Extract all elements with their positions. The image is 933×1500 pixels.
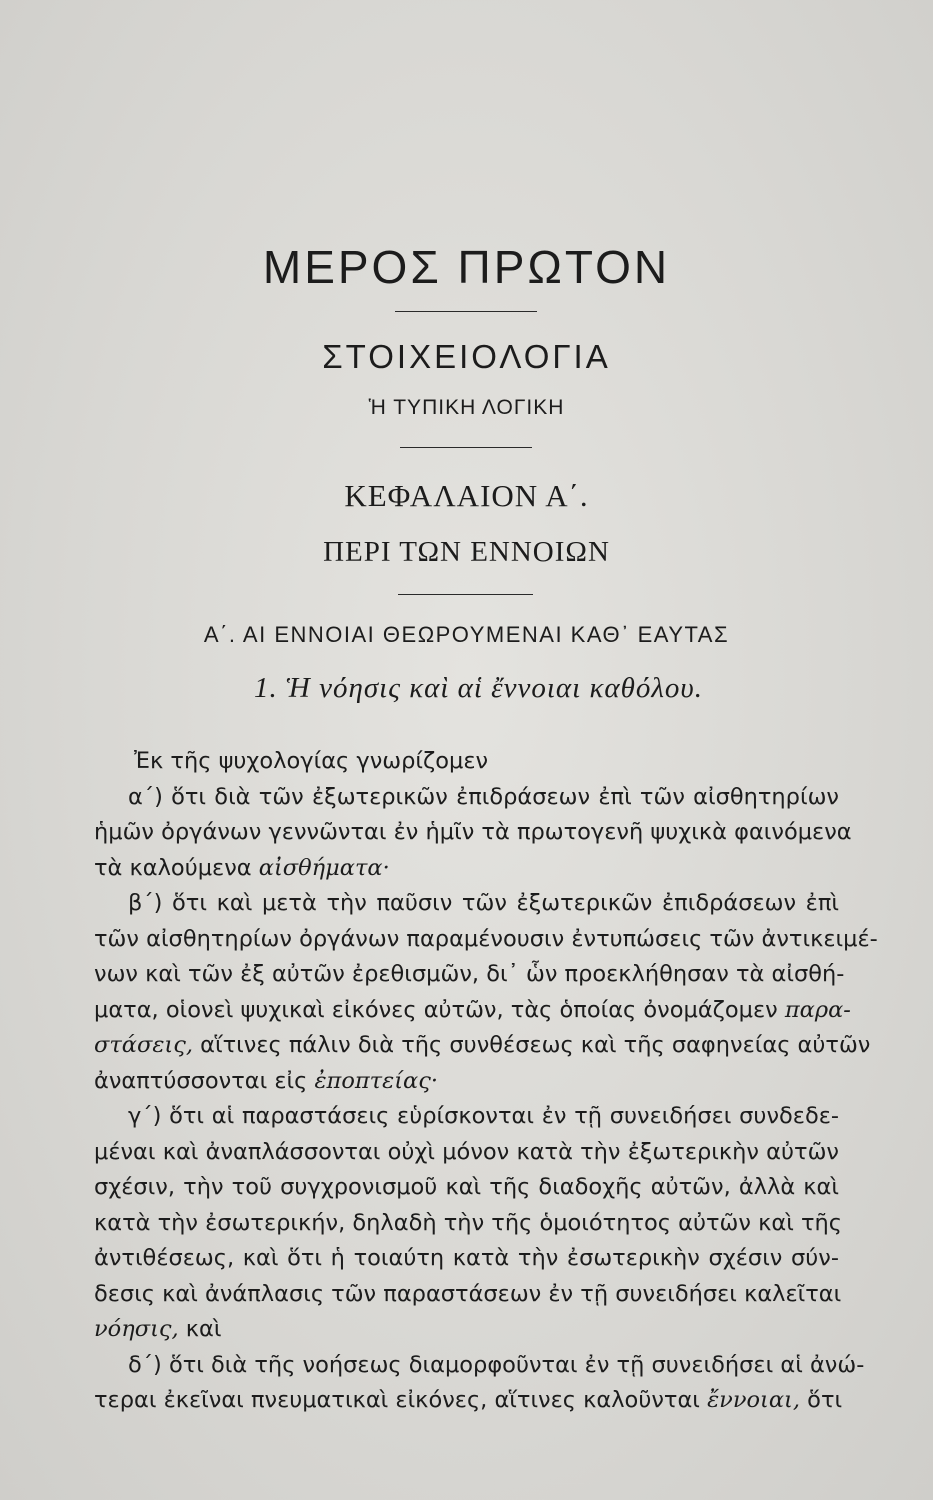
text-line bbox=[94, 993, 851, 1029]
divider-3 bbox=[398, 594, 533, 595]
text-span: αἵτινες πάλιν διὰ τῆς συνθέσεως καὶ τῆς σαφηνείας αὐτῶν bbox=[193, 1032, 871, 1058]
text-line: γ΄) ὅτι αἱ παραστάσεις εὑρίσκονται ἐν τῇ συνειδήσει συνδεδε- bbox=[128, 1103, 839, 1129]
emphasis: στάσεις, bbox=[94, 1032, 194, 1058]
text-line: δ΄) ὅτι διὰ τῆς νοήσεως διαμορφοῦνται ἐν τῇ συνειδήσει αἱ ἀνώ- bbox=[128, 1351, 865, 1378]
text-span: ματα, οἱονεὶ ψυχικαὶ εἰκόνες αὐτῶν, τὰς ὁποίας ὀνομάζομεν bbox=[94, 996, 785, 1023]
section-title: ΣΤΟΙΧΕΙΟΛΟΓΙΑ bbox=[322, 338, 611, 375]
subsection-title: Α΄. ΑΙ ΕΝΝΟΙΑΙ ΘΕΩΡΟΥΜΕΝΑΙ ΚΑΘ᾽ ΕΑΥΤΑΣ bbox=[203, 622, 730, 647]
emphasis: αἰσθήματα· bbox=[258, 854, 390, 881]
text-line: νων καὶ τῶν ἐξ αὐτῶν ἐρεθισμῶν, δι᾽ ὧν προεκλήθησαν τὰ αἰσθή- bbox=[94, 961, 845, 987]
text-line bbox=[94, 1312, 839, 1348]
body-text bbox=[94, 744, 878, 1419]
text-line: κατὰ τὴν ἐσωτερικήν, δηλαδὴ τὴν τῆς ὁμοιότητος αὐτῶν καὶ τῆς bbox=[94, 1209, 842, 1236]
text-line: β΄) ὅτι καὶ μετὰ τὴν παῦσιν τῶν ἐξωτερικῶν ἐπιδράσεων ἐπὶ bbox=[128, 890, 839, 916]
text-span: καὶ bbox=[178, 1316, 222, 1342]
emphasis: ἔννοιαι, bbox=[707, 1387, 801, 1413]
text-line bbox=[94, 1028, 871, 1064]
text-line: Ἐκ τῆς ψυχολογίας γνωρίζομεν bbox=[134, 748, 489, 774]
emphasis: παρα- bbox=[784, 996, 851, 1023]
text-span: τὰ καλούμενα bbox=[94, 854, 259, 881]
divider-1 bbox=[395, 311, 537, 312]
emphasis: νόησις, bbox=[94, 1316, 179, 1342]
text-line: μέναι καὶ ἀναπλάσσονται οὐχὶ μόνον κατὰ τὴν ἐξωτερικὴν αὐτῶν bbox=[94, 1138, 839, 1165]
part-title: ΜΕΡΟΣ ΠΡΩΤΟΝ bbox=[262, 241, 671, 293]
text-line: ἡμῶν ὀργάνων γεννῶνται ἐν ἡμῖν τὰ πρωτογενῆ ψυχικὰ φαινόμενα bbox=[94, 819, 852, 845]
section-subtitle: Ἡ ΤΥΠΙΚΗ ΛΟΓΙΚΗ bbox=[368, 396, 565, 419]
text-line: σχέσιν, τὴν τοῦ συγχρονισμοῦ καὶ τῆς διαδοχῆς αὐτῶν, ἀλλὰ καὶ bbox=[94, 1174, 839, 1200]
text-line bbox=[94, 1383, 843, 1419]
chapter-title: ΚΕΦΑΛΑΙΟΝ Α΄. bbox=[344, 478, 589, 513]
text-span: ἀναπτύσσονται εἰς bbox=[94, 1067, 315, 1094]
text-line bbox=[94, 851, 839, 887]
paragraph-title: 1. Ἡ νόησις καὶ αἱ ἔννοιαι καθόλου. bbox=[254, 672, 703, 704]
chapter-subtitle: ΠΕΡΙ ΤΩΝ ΕΝΝΟΙΩΝ bbox=[323, 536, 610, 568]
text-line: α΄) ὅτι διὰ τῶν ἐξωτερικῶν ἐπιδράσεων ἐπὶ τῶν αἰσθητηρίων bbox=[128, 783, 839, 810]
emphasis: ἐποπτείας· bbox=[314, 1067, 438, 1094]
text-span: τεραι ἐκεῖναι πνευματικαὶ εἰκόνες, αἵτινες καλοῦνται bbox=[94, 1387, 708, 1413]
text-span: ὅτι bbox=[800, 1387, 843, 1413]
text-line bbox=[94, 1064, 839, 1100]
divider-2 bbox=[400, 447, 532, 448]
text-line: δεσις καὶ ἀνάπλασις τῶν παραστάσεων ἐν τῇ συνειδήσει καλεῖται bbox=[94, 1280, 842, 1307]
text-line: ἀντιθέσεως, καὶ ὅτι ἡ τοιαύτη κατὰ τὴν ἐσωτερικὴν σχέσιν σύν- bbox=[94, 1245, 839, 1271]
text-line: τῶν αἰσθητηρίων ὀργάνων παραμένουσιν ἐντυπώσεις τῶν ἀντικειμέ- bbox=[94, 925, 878, 952]
